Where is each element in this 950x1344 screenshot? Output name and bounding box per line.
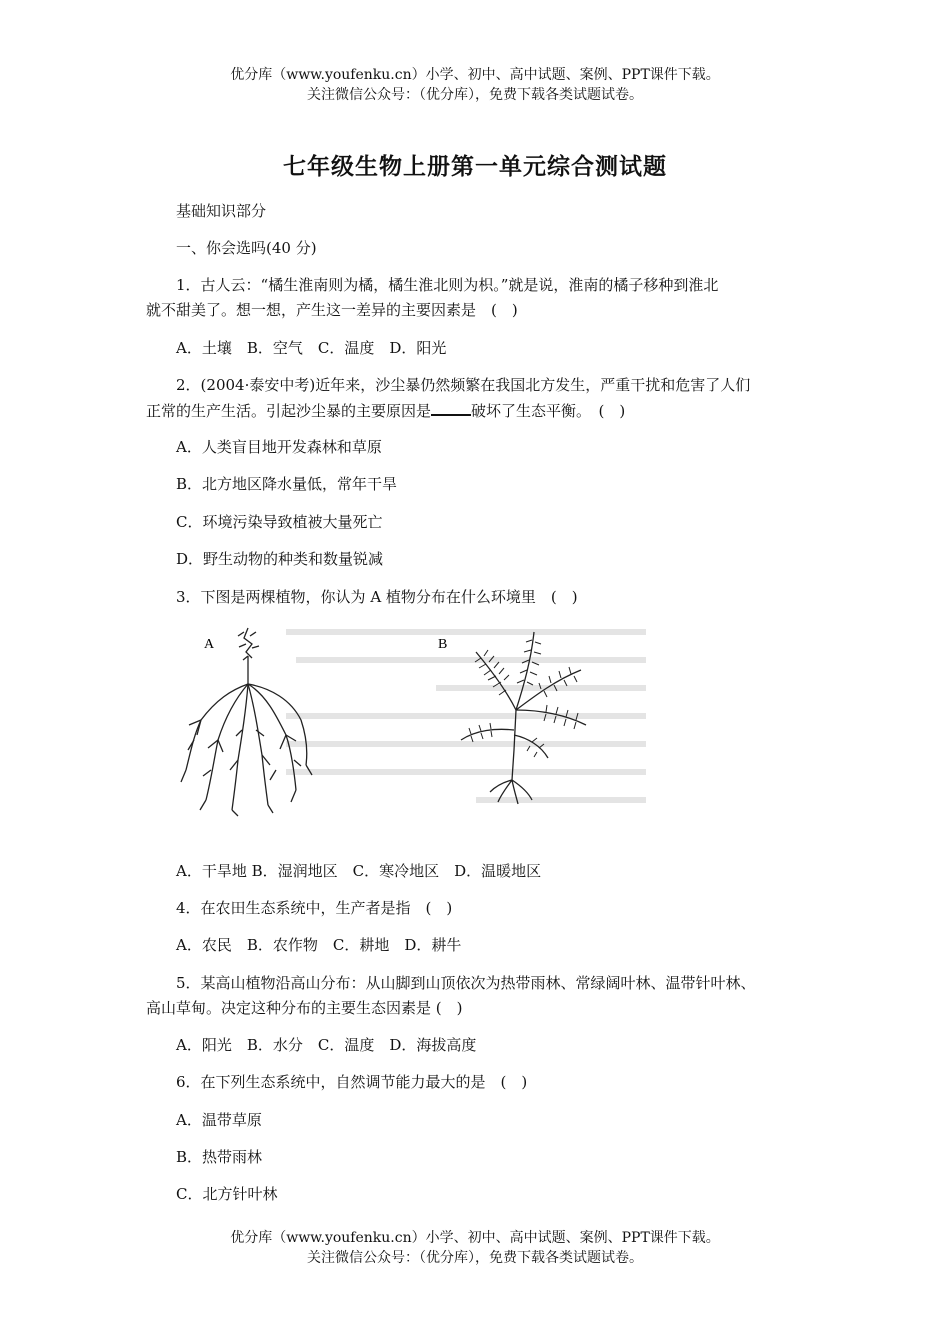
q6-option-a: A．温带草原 (176, 1111, 262, 1129)
q1-line-2: 就不甜美了。想一想，产生这一差异的主要因素是 ( ) (146, 301, 518, 319)
header-line-2: 关注微信公众号：（优分库），免费下载各类试题试卷。 (307, 87, 643, 103)
q2-line-2a: 正常的生产生活。引起沙尘暴的主要原因是 (146, 402, 432, 420)
q4-line-1: 4．在农田生态系统中，生产者是指 ( ) (176, 899, 453, 917)
q1-options: A．土壤 B．空气 C．温度 D．阳光 (176, 339, 447, 357)
q2-option-b: B．北方地区降水量低，常年干旱 (176, 475, 398, 493)
q6-line-1: 6．在下列生态系统中，自然调节能力最大的是 ( ) (176, 1073, 528, 1091)
q4-options: A．农民 B．农作物 C．耕地 D．耕牛 (176, 936, 462, 954)
q2-option-c: C．环境污染导致植被大量死亡 (176, 513, 383, 531)
plant-a-drawing (181, 628, 312, 816)
plant-b-label: B (438, 637, 448, 652)
q2-option-d: D．野生动物的种类和数量锐减 (176, 550, 384, 568)
answer-blank (431, 400, 471, 416)
footer-line-2: 关注微信公众号：（优分库），免费下载各类试题试卷。 (307, 1250, 643, 1266)
q5-line-1: 5．某高山植物沿高山分布：从山脚到山顶依次为热带雨林、常绿阔叶林、温带针叶林、 (176, 974, 756, 992)
plant-figure (176, 620, 646, 825)
page-title: 七年级生物上册第一单元综合测试题 (283, 153, 667, 180)
q2-line-2 (146, 400, 625, 421)
q1-line-1: 1．古人云：“橘生淮南则为橘，橘生淮北则为枳。”就是说，淮南的橘子移种到淮北 (176, 276, 719, 294)
q3-options: A．干旱地 B．湿润地区 C．寒冷地区 D．温暖地区 (176, 862, 542, 880)
q6-option-c: C．北方针叶林 (176, 1185, 278, 1203)
figure-background-texture (286, 632, 646, 800)
q2-line-1: 2．(2004·泰安中考)近年来，沙尘暴仍然频繁在我国北方发生，严重干扰和危害了人们 (176, 376, 751, 394)
q2-option-a: A．人类盲目地开发森林和草原 (176, 438, 382, 456)
q5-options: A．阳光 B．水分 C．温度 D．海拔高度 (176, 1036, 477, 1054)
plant-a-label: A (204, 637, 215, 652)
q6-option-b: B．热带雨林 (176, 1148, 263, 1166)
q5-line-2: 高山草甸。决定这种分布的主要生态因素是 ( ) (146, 999, 463, 1017)
q2-line-2b: 破坏了生态平衡。 ( ) (471, 402, 626, 420)
header-line-1: 优分库（www.youfenku.cn）小学、初中、高中试题、案例、PPT课件下载。 (230, 67, 720, 83)
section-heading: 基础知识部分 (176, 202, 267, 220)
q3-line-1: 3．下图是两棵植物，你认为 A 植物分布在什么环境里 ( ) (176, 588, 578, 606)
footer-line-1: 优分库（www.youfenku.cn）小学、初中、高中试题、案例、PPT课件下载。 (230, 1230, 720, 1246)
part-heading: 一、你会选吗(40 分) (176, 239, 317, 257)
